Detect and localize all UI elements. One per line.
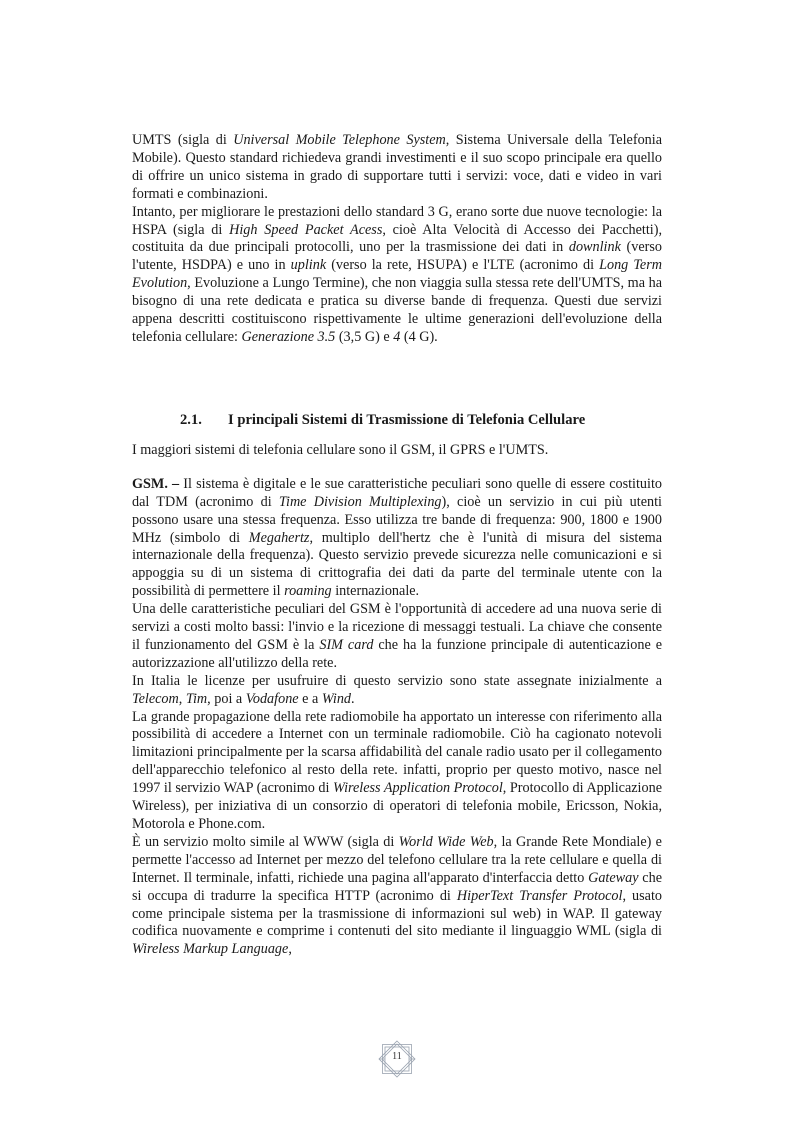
page-number-ornament	[378, 1040, 416, 1078]
gsm-label: GSM. –	[132, 475, 180, 492]
paragraph-umts: UMTS (sigla di Universal Mobile Telephone System, Sistema Universale della Telefonia Mobile). Questo standard richiedeva grandi investimenti e il suo scopo principale era quello di offrire un unico sistema in grado di supportare tutti i servizi: voce, dati e video in vari formati e combinazioni.	[132, 132, 662, 202]
page-number: 11	[392, 1051, 402, 1062]
paragraph-wap: La grande propagazione della rete radiomobile ha apportato un interesse con riferimento alla possibilità di accedere a Internet con un terminale radiomobile. Ciò ha cagionato notevoli limitazioni principalmente per la scarsa affidabilità del canale radio usato per il collegamento dell'apparecchio telefonico al resto della rete. infatti, proprio per questo motivo, nasce nel 1997 il servizio WAP (acronimo di Wireless Application Protocol, Protocollo di Applicazione Wireless), per iniziativa di un consorzio di operatori di telefonia mobile, Ericsson, Nokia, Motorola e Phone.com.	[132, 708, 662, 832]
paragraph-www: È un servizio molto simile al WWW (sigla di World Wide Web, la Grande Rete Mondiale) e permette l'accesso ad Internet per mezzo del telefono cellulare tra la rete cellulare e quella di Internet. Il terminale, infatti, richiede una pagina all'apparato d'interfaccia detto Gateway che si occupa di tradurre la specifica HTTP (acronimo di HiperText Transfer Protocol, usato come principale sistema per la trasmissione di informazioni sul web) in WAP. Il gateway codifica nuovamente e comprime i contenuti del sito mediante il linguaggio WML (sigla di Wireless Markup Language,	[132, 833, 663, 958]
paragraph-hspa-lte: Intanto, per migliorare le prestazioni dello standard 3 G, erano sorte due nuove tecnologie: la HSPA (sigla di High Speed Packet Acess, cioè Alta Velocità di Accesso dei Pacchetti), costituita da due principali protocolli, uno per la trasmissione dei dati in downlink (verso l'utente, HSDPA) e uno in uplink (verso la rete, HSUPA) e l'LTE (acronimo di Long Term Evolution, Evoluzione a Lungo Termine), che non viaggia sulla stessa rete dell'UMTS, ma ha bisogno di una rete dedicata e pratica su diverse bande di frequenza. Questi due servizi appena descritti costituiscono rispettivamente le ultime generazioni dell'evoluzione della telefonia cellulare: Generazione 3.5 (3,5 G) e 4 (4 G).	[132, 203, 663, 345]
paragraph-licenze: In Italia le licenze per usufruire di questo servizio sono state assegnate inizialmente a Telecom, Tim, poi a Vodafone e a Wind.	[132, 672, 662, 707]
section-title: I principali Sistemi di Trasmissione di Telefonia Cellulare	[228, 411, 586, 428]
paragraph-gsm: GSM. – Il sistema è digitale e le sue caratteristiche peculiari sono quelle di essere costituito dal TDM (acronimo di Time Division Multiplexing), cioè un servizio in cui più utenti possono usare una stessa frequenza. Esso utilizza tre bande di frequenza: 900, 1800 e 1900 MHz (simbolo di Megahertz, multiplo dell'hertz che è l'unità di misura del sistema internazionale della frequenza). Questo servizio prevede sicurezza nelle comunicazioni e si appoggia su di un sistema di crittografia dei dati da parte del terminale utente con la possibilità di permettere il roaming internazionale.	[132, 475, 662, 600]
section-number: 2.1.	[180, 411, 202, 428]
paragraph-sim: Una delle caratteristiche peculiari del GSM è l'opportunità di accedere ad una nuova serie di servizi a costi molto bassi: l'invio e la ricezione di messaggi testuali. La chiave che consente il funzionamento del GSM è la SIM card che ha la funzione principale di autenticazione e autorizzazione all'utilizzo della rete.	[132, 601, 662, 671]
section-heading	[132, 411, 662, 429]
paragraph-intro: I maggiori sistemi di telefonia cellulare sono il GSM, il GPRS e l'UMTS.	[132, 441, 549, 458]
page-body	[132, 132, 662, 959]
